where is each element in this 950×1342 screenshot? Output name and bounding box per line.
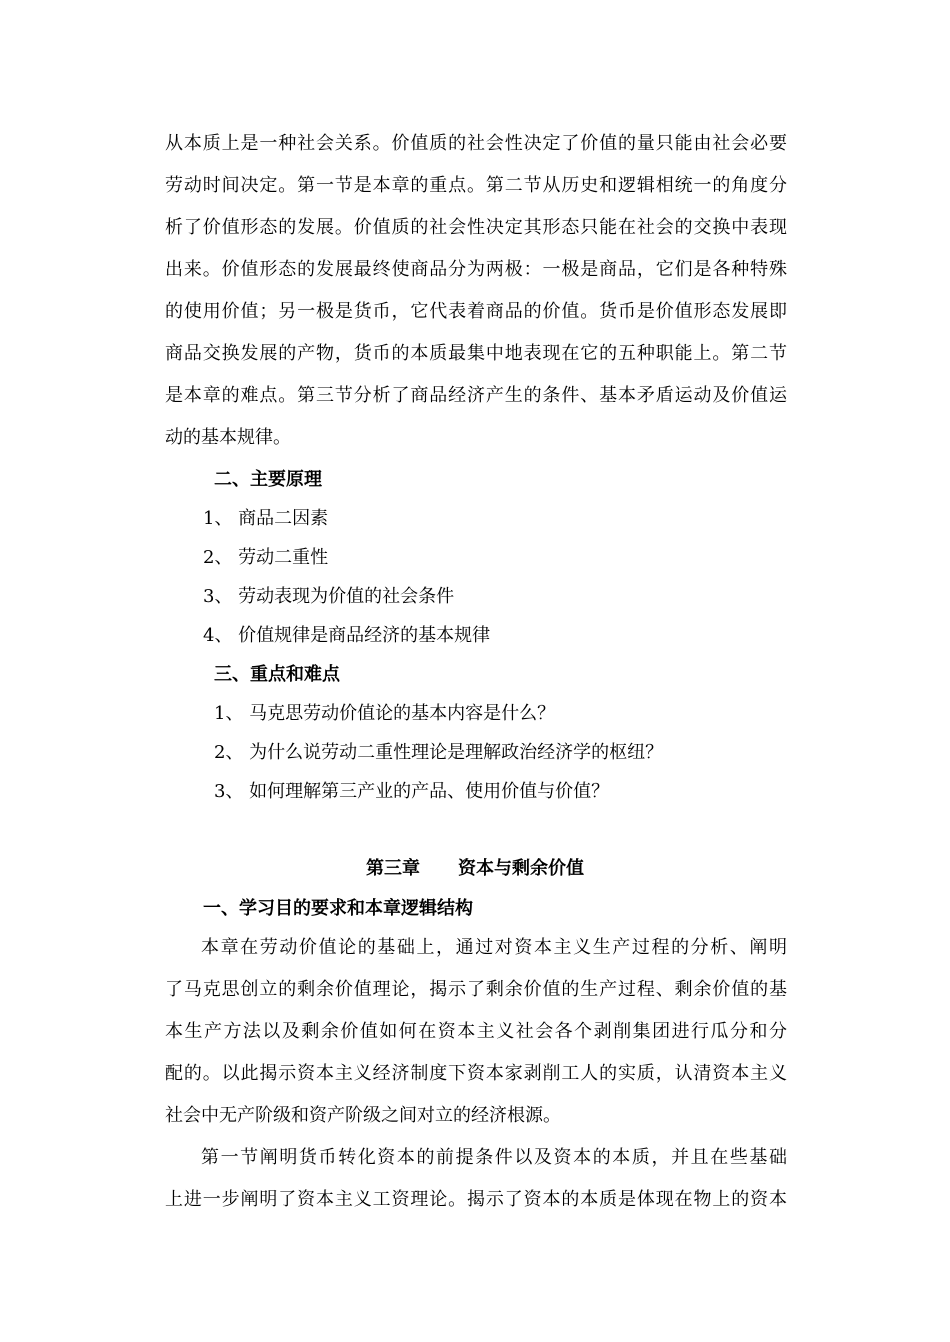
- principle-item-4: 4、 价值规律是商品经济的基本规律: [203, 625, 491, 646]
- ch3-p2-line-1: 第一节阐明货币转化资本的前提条件以及资本的本质，并且在些基础: [201, 1147, 787, 1168]
- ch3-p2-line-2: 上进一步阐明了资本主义工资理论。揭示了资本的本质是体现在物上的资本: [165, 1189, 787, 1210]
- intro-line-5: 的使用价值；另一极是货币，它代表着商品的价值。货币是价值形态发展即: [165, 301, 787, 322]
- intro-line-6: 商品交换发展的产物，货币的本质最集中地表现在它的五种职能上。第二节: [165, 343, 787, 364]
- key-point-item-3: 3、 如何理解第三产业的产品、使用价值与价值？: [214, 781, 610, 802]
- principle-item-2: 2、 劳动二重性: [203, 547, 329, 568]
- chapter-section1-heading: 一、学习目的要求和本章逻辑结构: [203, 898, 473, 919]
- intro-line-8: 动的基本规律。: [165, 427, 291, 448]
- key-points-heading: 三、重点和难点: [214, 664, 340, 685]
- principles-heading: 二、主要原理: [214, 469, 322, 490]
- ch3-p1-line-3: 本生产方法以及剩余价值如何在资本主义社会各个剥削集团进行瓜分和分: [165, 1021, 787, 1042]
- intro-line-2: 劳动时间决定。第一节是本章的重点。第二节从历史和逻辑相统一的角度分: [165, 175, 787, 196]
- intro-line-4: 出来。价值形态的发展最终使商品分为两极：一极是商品，它们是各种特殊: [165, 259, 787, 280]
- ch3-p1-line-5: 社会中无产阶级和资产阶级之间对立的经济根源。: [165, 1105, 561, 1126]
- principle-item-1: 1、 商品二因素: [203, 508, 329, 529]
- ch3-p1-line-4: 配的。以此揭示资本主义经济制度下资本家剥削工人的实质，认清资本主义: [165, 1063, 787, 1084]
- chapter-number: 第三章: [366, 858, 420, 879]
- principle-item-3: 3、 劳动表现为价值的社会条件: [203, 586, 455, 607]
- key-point-item-2: 2、 为什么说劳动二重性理论是理解政治经济学的枢纽？: [214, 742, 664, 763]
- intro-line-7: 是本章的难点。第三节分析了商品经济产生的条件、基本矛盾运动及价值运: [165, 385, 787, 406]
- chapter-name: 资本与剩余价值: [458, 858, 584, 879]
- intro-line-3: 析了价值形态的发展。价值质的社会性决定其形态只能在社会的交换中表现: [165, 217, 787, 238]
- key-point-item-1: 1、 马克思劳动价值论的基本内容是什么？: [214, 703, 556, 724]
- intro-line-1: 从本质上是一种社会关系。价值质的社会性决定了价值的量只能由社会必要: [165, 133, 787, 154]
- ch3-p1-line-2: 了马克思创立的剩余价值理论，揭示了剩余价值的生产过程、剩余价值的基: [165, 979, 787, 1000]
- chapter-title: [0, 857, 950, 881]
- ch3-p1-line-1: 本章在劳动价值论的基础上，通过对资本主义生产过程的分析、阐明: [201, 937, 787, 958]
